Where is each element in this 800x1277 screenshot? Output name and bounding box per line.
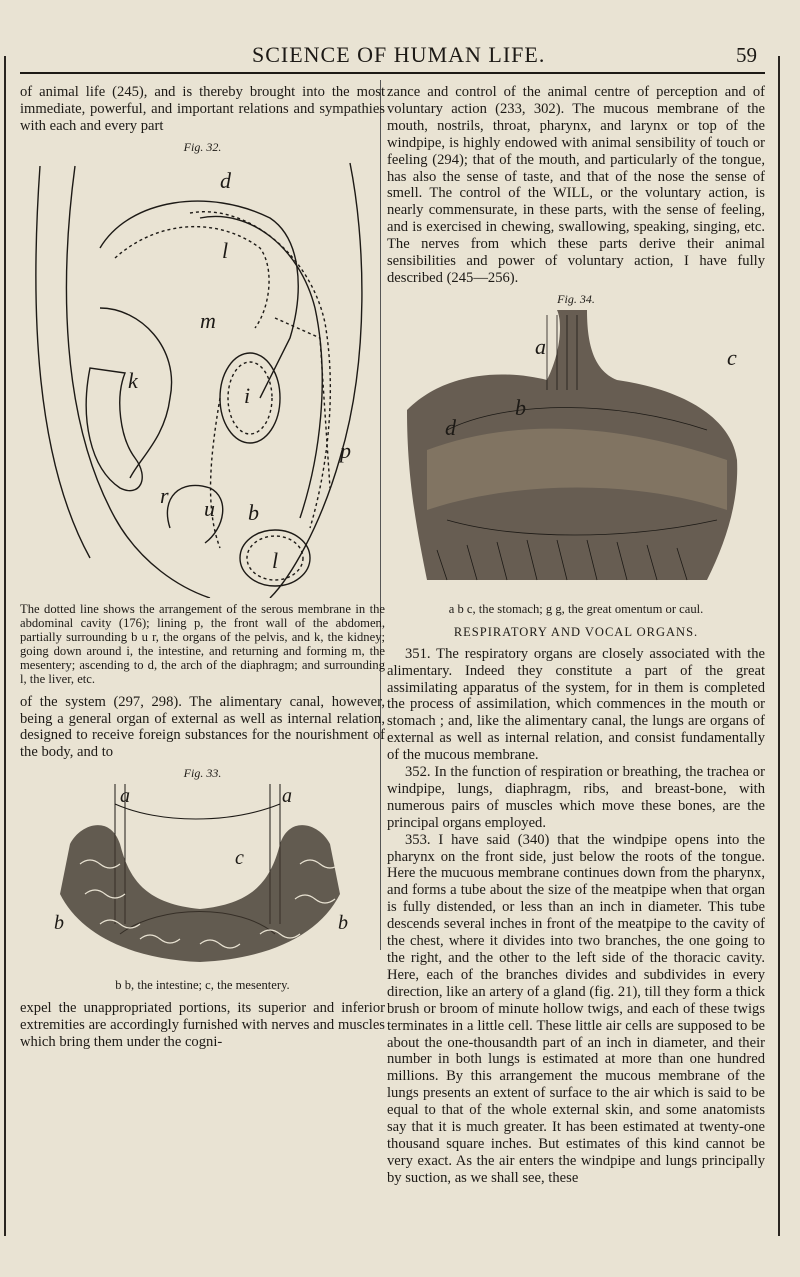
fig33-letter-b2: b: [338, 912, 348, 935]
paragraph-352: 352. In the function of respiration or breathing, the trachea or windpipe, lungs, diaphragm, ribs, and breast-bone, with numerous pairs of muscles which move these bones, are the principal organs employed.: [387, 764, 765, 831]
paragraph: zance and control of the animal centre of perception and of voluntary action (233, 302). The mucous membrane of the mouth, nostrils, throat, pharynx, and larynx or top of the windpipe, is highly endowed with animal sensibility of touch or feeling (294); that of the mouth, and particularly of the tongue, has also the sense of taste, and that of the nose the sense of smell. The control of the WILL, or the voluntary action, is nearly commensurate, in these parts, with the sense of feeling, and is exercised in chewing, swallowing, speaking, singing, etc. The nerves from which these parts derive their animal sensibilities and power of voluntary action, I have fully described (245—256).: [387, 84, 765, 286]
fig32-letter-r: r: [160, 482, 169, 508]
left-column: [20, 84, 385, 1051]
running-head: SCIENCE OF HUMAN LIFE.: [252, 42, 546, 67]
fig32-letter-i: i: [244, 382, 251, 408]
paragraph: expel the unappropriated portions, its superior and inferior extremities are accordingly furnished with nerves and muscles which bring them under the cogni-: [20, 1000, 385, 1050]
page-number: 59: [736, 43, 757, 67]
figure-34-stomach-illustration: [387, 310, 765, 598]
fig34-letter-d: d: [445, 414, 456, 440]
paragraph: of animal life (245), and is thereby brought into the most immediate, powerful, and important relations and sympathies with each and every part: [20, 84, 385, 134]
fig34-letter-b: b: [515, 394, 526, 420]
fig32-letter-p: p: [340, 437, 351, 463]
fig32-letter-b: b: [248, 499, 259, 525]
figure-34-label: Fig. 34.: [557, 291, 595, 306]
figure-33-intestine-illustration: [20, 784, 385, 974]
fig32-letter-u: u: [204, 495, 215, 521]
fig32-letter-d: d: [220, 167, 231, 193]
fig32-letter-k: k: [128, 367, 138, 393]
figure-34-caption: a b c, the stomach; g g, the great omentum or caul.: [448, 601, 704, 616]
figure-32-caption: The dotted line shows the arrangement of the serous membrane in the abdominal cavity (176); lining p, the front wall of the abdomen, partially surrounding b u r, the organs of the pelvis, and k, the kidney; going down around i, the intestine, and returning and forming m, the mesentery; ascending to d, the arch of the diaphragm; and surrounding l, the liver, etc.: [20, 601, 385, 686]
figure-33-caption: b b, the intestine; c, the mesentery.: [115, 978, 290, 993]
fig33-letter-c: c: [235, 847, 244, 870]
page-frame-right: [778, 56, 780, 1236]
paragraph: of the system (297, 298). The alimentary canal, however, being a general organ of external as well as internal relation, designed to receive foreign substances for the nourishment of the body, and to: [20, 693, 385, 761]
figure-32-abdomen-illustration: [20, 158, 385, 598]
figure-33-label: Fig. 33.: [183, 766, 222, 781]
page-frame-left: [4, 56, 6, 1236]
fig32-letter-l: l: [222, 237, 229, 263]
section-title: RESPIRATORY AND VOCAL ORGANS.: [453, 624, 699, 639]
fig34-letter-a: a: [535, 333, 546, 359]
page-header: [20, 38, 765, 74]
fig32-letter-m: m: [200, 307, 216, 333]
figure-32-label: Fig. 32.: [183, 139, 222, 154]
fig34-letter-c: c: [727, 344, 737, 370]
fig32-letter-l2: l: [272, 547, 279, 573]
fig33-letter-b1: b: [54, 912, 64, 935]
paragraph-353: 353. I have said (340) that the windpipe opens into the pharynx on the front side, just below the roots of the tongue. Here the mucuous membrane continues down from the pharynx, and forms a tube about the size of the meatpipe when that organ is fully distended, or less than an inch in diameter. This tube descends several inches in front of the meatpipe to the cavity of the chest, where it divides into two branches, the one going to the right, and the other to the left side of the thoracic cavity. Here, each of the branches divides and subdivides in every direction, like an artery of a gland (fig. 21), till they form a thick brush or broom of minute hollow twigs, and each of these twigs terminates in a little cell. These little air cells are supposed to be about the one-thousandth part of an inch in diameter, and their number in both lungs is estimated at more than one hundred millions. By this arrangement the mucous membrane of the lungs presents an extent of surface to the air which is said to be equal to that of the whole external skin, and some anatomists say that it is much greater. It has been estimated at twenty-one thousand square inches. But estimates of this kind cannot be very exact. As the air enters the windpipe and lungs principally by suction, as we shall see, these: [387, 831, 765, 1186]
fig33-letter-a2: a: [282, 785, 292, 808]
fig33-letter-a1: a: [120, 785, 130, 808]
paragraph-351: 351. The respiratory organs are closely associated with the alimentary. Indeed they constitute a part of the great assimilating apparatus of the system, for in them is completed the process of assimilation, which commences in the mouth or stomach ; and, like the alimentary canal, the lungs are organs of external as well as internal relation, and consist fundamentally of the mucous membrane.: [387, 645, 765, 764]
right-column: [387, 84, 765, 1187]
